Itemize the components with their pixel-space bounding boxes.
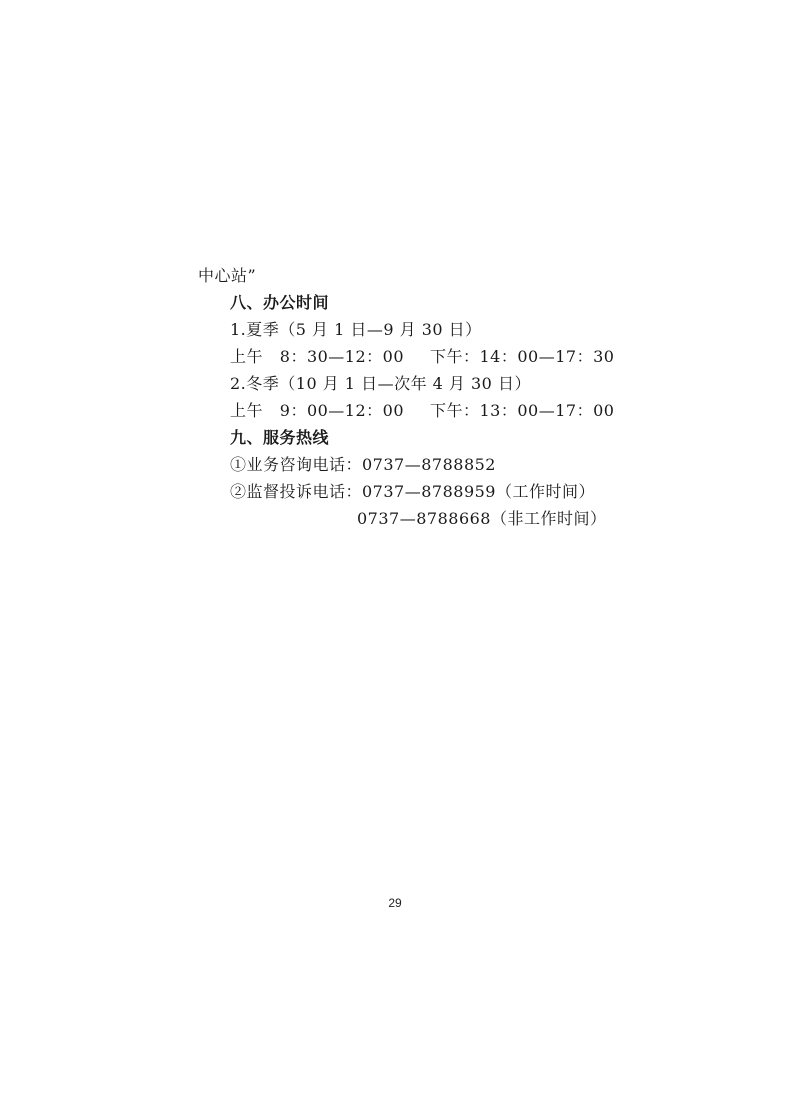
complaint-phone: ②监督投诉电话：0737—8788959（工作时间） <box>230 482 595 501</box>
continuation-text: 中心站” <box>198 266 257 285</box>
winter-hours-label: 2.冬季（10 月 1 日—次年 4 月 30 日） <box>230 374 531 393</box>
summer-afternoon-hours: 下午：14：00—17：30 <box>430 347 615 366</box>
complaint-phone-after-hours: 0737—8788668（非工作时间） <box>357 509 607 528</box>
summer-morning-hours: 上午 8：30—12：00 <box>230 347 405 366</box>
section-heading-office-hours: 八、办公时间 <box>230 293 330 312</box>
consult-phone: ①业务咨询电话：0737—8788852 <box>230 455 496 474</box>
section-heading-hotline: 九、服务热线 <box>230 428 330 447</box>
page-number: 29 <box>388 896 402 910</box>
winter-morning-hours: 上午 9：00—12：00 <box>230 401 405 420</box>
summer-hours-label: 1.夏季（5 月 1 日—9 月 30 日） <box>230 320 482 339</box>
winter-afternoon-hours: 下午：13：00—17：00 <box>430 401 615 420</box>
